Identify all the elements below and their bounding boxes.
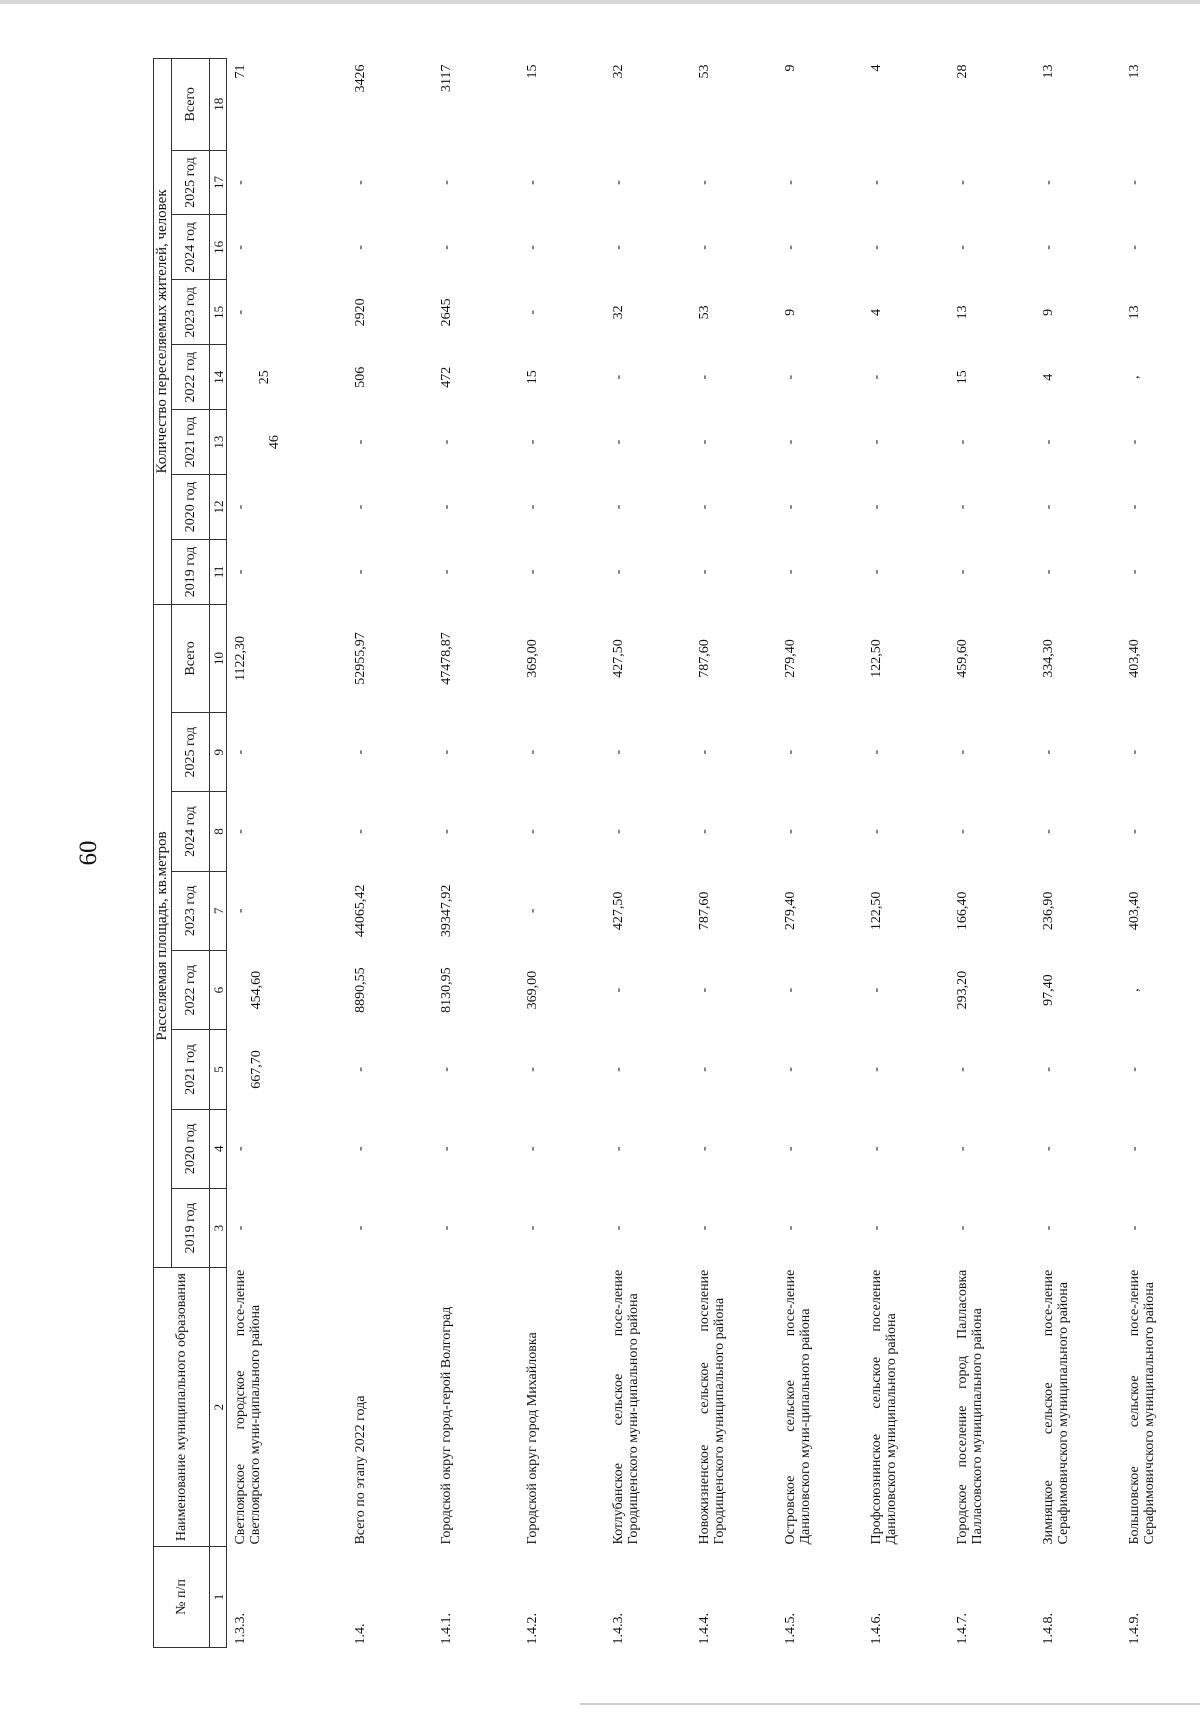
area-total: 47478,87 [439,632,454,685]
column-number: 14 [210,345,227,410]
people-value: 2920 [353,298,368,327]
area-total: 334,30 [1041,639,1056,678]
people-value: - [439,504,454,510]
page-number: 60 [75,840,102,866]
people-value: - [955,569,970,575]
area-value: - [869,749,884,755]
people-value: - [611,374,626,380]
area-value: - [1041,1225,1056,1231]
resettlement-table [153,58,1200,1648]
column-number: 4 [210,1109,227,1188]
people-total: 13 [1041,64,1056,79]
area-value: - [611,1225,626,1231]
table-row [691,59,777,1648]
row-number: 1.4.5. [783,1613,798,1645]
people-value: - [869,374,884,380]
header-area-year: 2021 год [172,1030,210,1109]
header-area-year: 2020 год [172,1109,210,1188]
row-number: 1.4.7. [955,1613,970,1645]
column-number-row [210,59,227,1648]
row-number: 1.4.1. [439,1613,454,1645]
people-value: - [525,504,540,510]
area-value: 122,50 [869,891,884,931]
people-total: 15 [525,64,540,79]
table-row [863,59,949,1648]
area-total: 403,40 [1127,639,1142,678]
area-value: - [611,987,626,993]
area-value: - [697,1067,712,1072]
row-number: 1.4.9. [1127,1613,1142,1645]
header-area-year: 2024 год [172,792,210,871]
header-people-year: 2019 год [172,539,210,604]
people-value: - [525,309,540,315]
people-value: 4 [869,308,884,316]
area-value: - [869,987,884,993]
area-value: - [697,829,712,834]
municipality-name: Профсоюзнинское сельское поселение Даниловского муниципального района [869,1269,899,1545]
column-number: 8 [210,792,227,871]
people-value: 13 [955,305,970,320]
table-row [777,59,863,1648]
area-total: 122,50 [869,639,884,678]
area-total: 279,40 [783,639,798,678]
people-total: 3117 [439,64,454,92]
column-number: 11 [210,539,227,604]
municipality-name: Светлоярское городское посе-ление Светлоярского муни-ципального района [233,1269,263,1545]
header-area-total: Всего [172,604,210,712]
area-value: - [1127,1067,1142,1072]
area-value: - [1041,829,1056,834]
row-number: 1.4.6. [869,1613,884,1645]
area-total: 52955,97 [353,632,368,685]
area-value: - [611,829,626,834]
area-value: 8130,95 [439,967,454,1013]
header-name: Наименование муниципального образования [154,1268,210,1547]
area-value: - [1127,829,1142,834]
column-number: 7 [210,871,227,950]
area-value: - [1041,1146,1056,1152]
area-value: 454,60 [249,970,264,1010]
people-value: - [611,180,626,185]
header-area-year: 2019 год [172,1188,210,1267]
people-value: - [439,569,454,575]
area-value: - [233,749,248,755]
area-value: - [955,1225,970,1231]
people-value: - [869,180,884,185]
municipality-name: Новожизненское сельское поселение Городищенского муниципального района [697,1269,727,1545]
area-value: - [611,1146,626,1152]
people-value: - [869,245,884,250]
municipality-name: Котлубанское сельское посе-ление Городищенского муни-ципального района [611,1269,641,1545]
people-value: 9 [783,308,798,316]
row-number: 1.3.3. [233,1613,248,1645]
header-num: № п/п [154,1547,210,1648]
area-value: 667,70 [249,1050,264,1089]
area-total: 427,50 [611,639,626,678]
people-value: - [233,180,248,185]
column-number: 18 [210,59,227,151]
area-value: - [869,829,884,834]
people-value: - [1041,245,1056,250]
column-number: 9 [210,713,227,792]
municipality-name: Всего по этапу 2022 года [353,1395,368,1545]
people-value: - [869,439,884,445]
area-value: - [697,987,712,993]
row-number: 1.4. [353,1623,368,1645]
people-value: - [697,245,712,250]
header-area-year: 2023 год [172,871,210,950]
area-value: 403,40 [1127,891,1142,931]
header-area-year: 2022 год [172,950,210,1029]
people-value: - [697,569,712,575]
people-value: 506 [353,366,368,388]
people-value: - [611,504,626,510]
people-value: - [783,245,798,250]
table-row [347,59,433,1648]
table-row [1035,59,1121,1648]
people-value: - [611,569,626,575]
area-value: - [233,829,248,834]
people-value: - [1041,569,1056,575]
header-people-year: 2024 год [172,215,210,280]
area-value: - [955,749,970,755]
area-value: - [525,1067,540,1072]
people-value: 9 [1041,308,1056,316]
people-value: - [353,439,368,445]
column-number: 5 [210,1030,227,1109]
area-value: - [353,749,368,755]
area-value: - [869,1146,884,1152]
people-total: 3426 [353,64,368,93]
people-value: - [611,439,626,445]
area-value: - [525,1146,540,1152]
area-value: - [439,1146,454,1152]
municipality-name: Городской округ город Михайловка [525,1332,540,1545]
area-value: - [1041,749,1056,755]
people-value: 2645 [439,298,454,327]
area-value: - [353,1146,368,1152]
people-value: - [697,439,712,445]
area-value: 427,50 [611,891,626,931]
area-value: - [955,1146,970,1152]
area-value: - [439,1225,454,1231]
area-value: 8890,55 [353,967,368,1013]
scan-edge-top [0,0,1200,4]
table-row [1121,59,1200,1648]
people-value: - [955,245,970,250]
area-value: - [783,1225,798,1231]
people-value: - [783,504,798,510]
header-people-year: 2021 год [172,410,210,475]
column-number: 3 [210,1188,227,1267]
area-value: - [525,1225,540,1231]
people-value: - [439,180,454,185]
header-area-group: Расселяемая площадь, кв.метров [154,604,172,1267]
municipality-name: Зимняцкое сельское посе-ление Серафимовичского муниципального района [1041,1269,1071,1545]
area-value: - [697,749,712,755]
people-value: 46 [267,435,282,450]
area-value: - [869,1067,884,1072]
area-value: - [783,749,798,755]
people-value: - [1041,439,1056,445]
people-value: - [1041,180,1056,185]
area-value: - [525,749,540,755]
column-number: 2 [210,1268,227,1547]
people-value: - [611,245,626,250]
area-value: - [353,829,368,834]
area-value: 166,40 [955,891,970,931]
people-value: - [439,439,454,445]
people-value: - [955,504,970,510]
people-value: - [783,439,798,445]
column-number: 13 [210,410,227,475]
people-value: - [525,569,540,575]
area-value: - [869,1225,884,1231]
area-value: - [439,829,454,834]
table-row [519,59,605,1648]
area-value: 293,20 [955,970,970,1010]
header-people-year: 2020 год [172,475,210,540]
rotated-content [75,58,1157,1648]
people-total: 32 [611,64,626,79]
people-value: - [1127,439,1142,445]
area-value: - [233,1146,248,1152]
area-value: - [1127,1146,1142,1152]
column-number: 12 [210,475,227,540]
area-value: - [783,1146,798,1152]
header-people-total: Всего [172,59,210,151]
row-number: 1.4.2. [525,1613,540,1645]
area-value: - [783,829,798,834]
people-total: 28 [955,64,970,79]
header-people-year: 2025 год [172,150,210,215]
people-value: - [1127,180,1142,185]
area-value: - [611,1067,626,1072]
municipality-name: Большовское сельское посе-ление Серафимовичского муниципального района [1127,1269,1157,1545]
people-value: - [955,439,970,445]
people-value: - [353,504,368,510]
people-value: - [869,569,884,575]
people-value: - [353,569,368,575]
header-people-year: 2022 год [172,345,210,410]
people-value: - [353,180,368,185]
column-number: 10 [210,604,227,712]
people-value: - [525,439,540,445]
people-value: - [869,504,884,510]
people-value: - [1127,504,1142,510]
area-value: - [233,908,248,914]
area-value: - [353,1225,368,1231]
area-value: 279,40 [783,891,798,931]
people-value: - [525,180,540,185]
area-value: - [525,829,540,834]
row-number: 1.4.4. [697,1613,712,1645]
area-value: - [611,749,626,755]
people-value: - [783,180,798,185]
people-value: - [233,504,248,510]
area-value: - [955,829,970,834]
row-number: 1.4.3. [611,1613,626,1645]
people-value: - [525,245,540,250]
people-value: 25 [257,370,272,385]
people-value: - [697,180,712,185]
area-value: - [697,1225,712,1231]
table-row [605,59,691,1648]
people-value: 4 [1041,373,1056,381]
scan-edge-bottom [580,1703,1200,1705]
municipality-name: Островское сельское посе-ление Даниловского муни-ципального района [783,1269,813,1545]
people-value: , [1127,375,1142,379]
area-value: - [525,908,540,914]
table-row [227,59,348,1648]
area-value: - [955,1067,970,1072]
area-value: - [697,1146,712,1152]
area-value: - [1041,1067,1056,1072]
people-value: 32 [611,305,626,320]
people-value: - [1041,504,1056,510]
area-value: 236,90 [1041,891,1056,931]
people-value: - [1127,245,1142,250]
people-value: - [233,309,248,315]
header-people-year: 2023 год [172,280,210,345]
table-body [227,59,1200,1648]
area-value: 97,40 [1041,974,1056,1006]
table-row [433,59,519,1648]
people-total: 71 [233,64,248,79]
column-number: 17 [210,150,227,215]
area-value: 787,60 [697,891,712,931]
area-value: 39347,92 [439,884,454,938]
people-value: - [955,180,970,185]
people-value: - [783,374,798,380]
area-value: - [233,1225,248,1231]
people-value: 15 [525,370,540,385]
area-value: - [783,1067,798,1072]
people-total: 9 [783,64,798,72]
area-total: 1122,30 [233,635,248,681]
people-total: 4 [869,64,884,72]
people-value: - [1127,569,1142,575]
municipality-name: Городское поселение город Палласовка Палласовского муниципального района [955,1269,985,1545]
area-total: 369,00 [525,639,540,678]
header-people-group: Количество переселяемых жителей, человек [154,59,172,605]
table-row [949,59,1035,1648]
area-value: , [1127,988,1142,992]
people-value: 53 [697,305,712,320]
area-value: - [353,1067,368,1072]
area-value: - [439,749,454,755]
people-value: - [233,569,248,575]
people-total: 13 [1127,64,1142,79]
people-value: - [233,245,248,250]
area-total: 459,60 [955,639,970,678]
municipality-name: Городской округ город-герой Волгоград [439,1306,454,1545]
area-value: - [1127,1225,1142,1231]
area-total: 787,60 [697,639,712,678]
column-number: 16 [210,215,227,280]
column-number: 6 [210,950,227,1029]
area-value: - [1127,749,1142,755]
people-value: - [353,245,368,250]
header-area-year: 2025 год [172,713,210,792]
area-value: 44065,42 [353,884,368,938]
people-value: - [439,245,454,250]
people-value: - [697,374,712,380]
column-number: 15 [210,280,227,345]
people-value: 15 [955,370,970,385]
area-value: - [783,987,798,993]
column-number: 1 [210,1547,227,1648]
row-number: 1.4.8. [1041,1613,1056,1645]
people-value: - [697,504,712,510]
people-total: 53 [697,64,712,79]
area-value: 369,00 [525,970,540,1010]
area-value: - [439,1067,454,1072]
people-value: 472 [439,366,454,388]
people-value: - [783,569,798,575]
people-value: 13 [1127,305,1142,320]
